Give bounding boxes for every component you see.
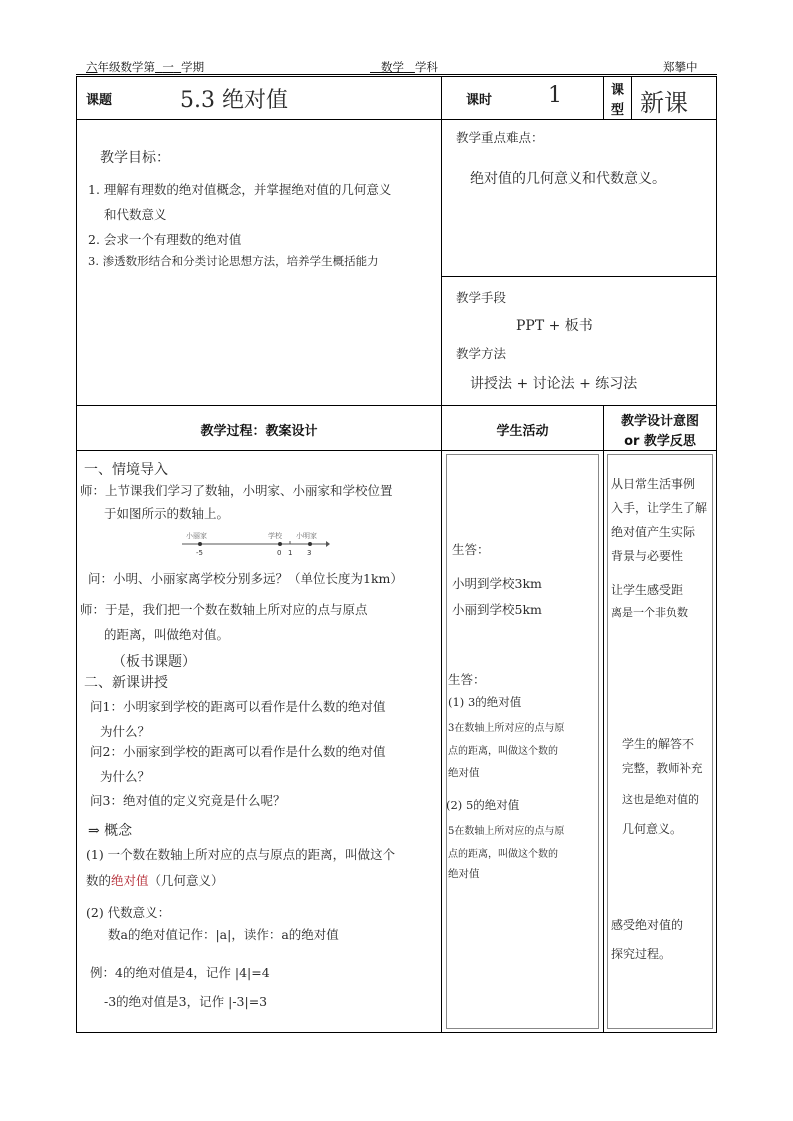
process-line-8: 二、新课讲授 xyxy=(84,675,168,691)
intent-line-4: 背景与必要性 xyxy=(611,549,684,563)
intent-line-6: 离是一个非负数 xyxy=(611,606,688,619)
header-rule xyxy=(76,74,717,75)
process-line-2: 师：上节课我们学习了数轴，小明家、小丽家和学校位置 xyxy=(80,483,393,498)
keypoints-text: 绝对值的几何意义和代数意义。 xyxy=(470,171,666,187)
process-line-18: 数a的绝对值记作：|a|，读作：a的绝对值 xyxy=(108,927,339,942)
number-line-tick-label-3: 3 xyxy=(307,549,312,557)
means-text: PPT + 板书 xyxy=(516,318,593,334)
number-line-tick-label-1: 1 xyxy=(288,549,293,557)
objective-line-1: 1. 理解有理数的绝对值概念，并掌握绝对值的几何意义 xyxy=(88,182,392,197)
activity-line-2: 小明到学校3km xyxy=(452,576,542,591)
number-line-point-school xyxy=(278,542,282,546)
process-line-16: 数的绝对值（几何意义） xyxy=(86,873,224,888)
activity-line-4: 生答： xyxy=(448,672,486,687)
activity-line-12: 绝对值 xyxy=(448,868,480,880)
absolute-value-term: 绝对值 xyxy=(111,873,149,888)
process-header: 教学过程：教案设计 xyxy=(200,424,318,439)
period-value: 1 xyxy=(548,83,562,108)
number-line-figure xyxy=(180,528,330,558)
number-line-arrow xyxy=(326,541,330,547)
intent-header-line-1: 教学设计意图 xyxy=(620,414,699,429)
process-line-6: 的距离，叫做绝对值。 xyxy=(104,627,230,642)
type-label-bottom: 型 xyxy=(611,103,625,118)
process-line-3: 于如图所示的数轴上。 xyxy=(104,506,230,521)
process-line-17: (2) 代数意义： xyxy=(86,905,171,920)
process-line-9: 问1：小明家到学校的距离可以看作是什么数的绝对值 xyxy=(90,699,386,714)
activity-line-5: (1) 3的绝对值 xyxy=(448,695,522,709)
intent-line-10: 几何意义。 xyxy=(622,822,683,836)
number-line-tick-label-neg5: -5 xyxy=(196,549,203,557)
process-line-4: 问：小明、小丽家离学校分别多远？（单位长度为1km） xyxy=(88,571,403,586)
process-line-10: 为什么？ xyxy=(100,724,151,739)
activity-line-11: 点的距离，叫做这个数的 xyxy=(448,849,558,860)
header-subject-suffix: 学科 xyxy=(414,60,438,74)
intent-header-line-2: or 教学反思 xyxy=(624,434,696,449)
number-line-point-xiaoli xyxy=(198,542,202,546)
header-term: 一 xyxy=(162,60,174,74)
header-subject: 数学 xyxy=(380,60,404,74)
objective-line-4: 3. 渗透数形结合和分类讨论思想方法，培养学生概括能力 xyxy=(88,254,379,268)
method-text: 讲授法 + 讨论法 + 练习法 xyxy=(470,376,638,392)
objectives-title: 教学目标： xyxy=(100,150,170,166)
header-subject-line xyxy=(370,59,438,75)
process-line-15: (1) 一个数在数轴上所对应的点与原点的距离，叫做这个 xyxy=(86,847,396,862)
means-title: 教学手段 xyxy=(456,290,507,305)
type-label-top: 课 xyxy=(611,83,625,98)
process-line-20: -3的绝对值是3，记作 |-3|=3 xyxy=(104,994,268,1009)
process-line-7: （板书课题） xyxy=(112,654,196,670)
activity-header: 学生活动 xyxy=(496,424,549,439)
intent-line-8: 完整，教师补充 xyxy=(622,761,703,775)
header-grade-line xyxy=(86,59,204,75)
intent-line-1: 从日常生活事例 xyxy=(611,477,696,491)
intent-line-5: 让学生感受距 xyxy=(611,583,684,597)
activity-line-3: 小丽到学校5km xyxy=(452,602,542,617)
number-line-label-school: 学校 xyxy=(268,532,282,540)
objective-line-3: 2. 会求一个有理数的绝对值 xyxy=(88,232,242,247)
header-grade: 六 xyxy=(86,60,98,74)
number-line-label-xiaoming: 小明家 xyxy=(296,532,317,540)
activity-line-10: 5在数轴上所对应的点与原 xyxy=(448,826,565,837)
period-label: 课时 xyxy=(466,93,493,108)
intent-line-2: 入手，让学生了解 xyxy=(611,501,708,515)
topic-label: 课题 xyxy=(86,93,113,108)
process-line-14: ⇒ 概念 xyxy=(88,823,133,839)
activity-line-6: 3在数轴上所对应的点与原 xyxy=(448,723,565,734)
header-school: 郑攀中 xyxy=(663,60,698,74)
type-value: 新课 xyxy=(640,89,688,117)
keypoints-title: 教学重点难点： xyxy=(456,130,544,145)
intent-line-12: 探究过程。 xyxy=(611,947,672,961)
process-line-1: 一、情境导入 xyxy=(84,462,168,478)
number-line-point-xiaoming xyxy=(308,542,312,546)
process-line-5: 师：于是，我们把一个数在数轴上所对应的点与原点 xyxy=(80,602,368,617)
activity-line-8: 绝对值 xyxy=(448,767,480,779)
topic-value: 5.3 绝对值 xyxy=(180,88,288,113)
activity-line-9: (2) 5的绝对值 xyxy=(446,798,520,812)
number-line-label-xiaoli: 小丽家 xyxy=(186,532,207,540)
intent-line-11: 感受绝对值的 xyxy=(611,918,684,932)
intent-line-9: 这也是绝对值的 xyxy=(622,793,699,806)
intent-line-3: 绝对值产生实际 xyxy=(611,525,696,539)
number-line-tick-label-0: 0 xyxy=(277,549,282,557)
method-title: 教学方法 xyxy=(456,346,507,361)
header-grade-suffix: 年级数学第 xyxy=(97,60,155,74)
intent-line-7: 学生的解答不 xyxy=(622,737,695,751)
process-line-12: 为什么？ xyxy=(100,769,151,784)
objective-line-2: 和代数意义 xyxy=(104,207,167,222)
activity-line-7: 点的距离，叫做这个数的 xyxy=(448,746,558,757)
process-line-19: 例：4的绝对值是4，记作 |4|=4 xyxy=(90,965,270,980)
process-line-13: 问3：绝对值的定义究竟是什么呢？ xyxy=(90,793,286,808)
activity-line-1: 生答： xyxy=(452,542,490,557)
process-line-11: 问2：小丽家到学校的距离可以看作是什么数的绝对值 xyxy=(90,744,386,759)
header-term-suffix: 学期 xyxy=(181,60,205,74)
